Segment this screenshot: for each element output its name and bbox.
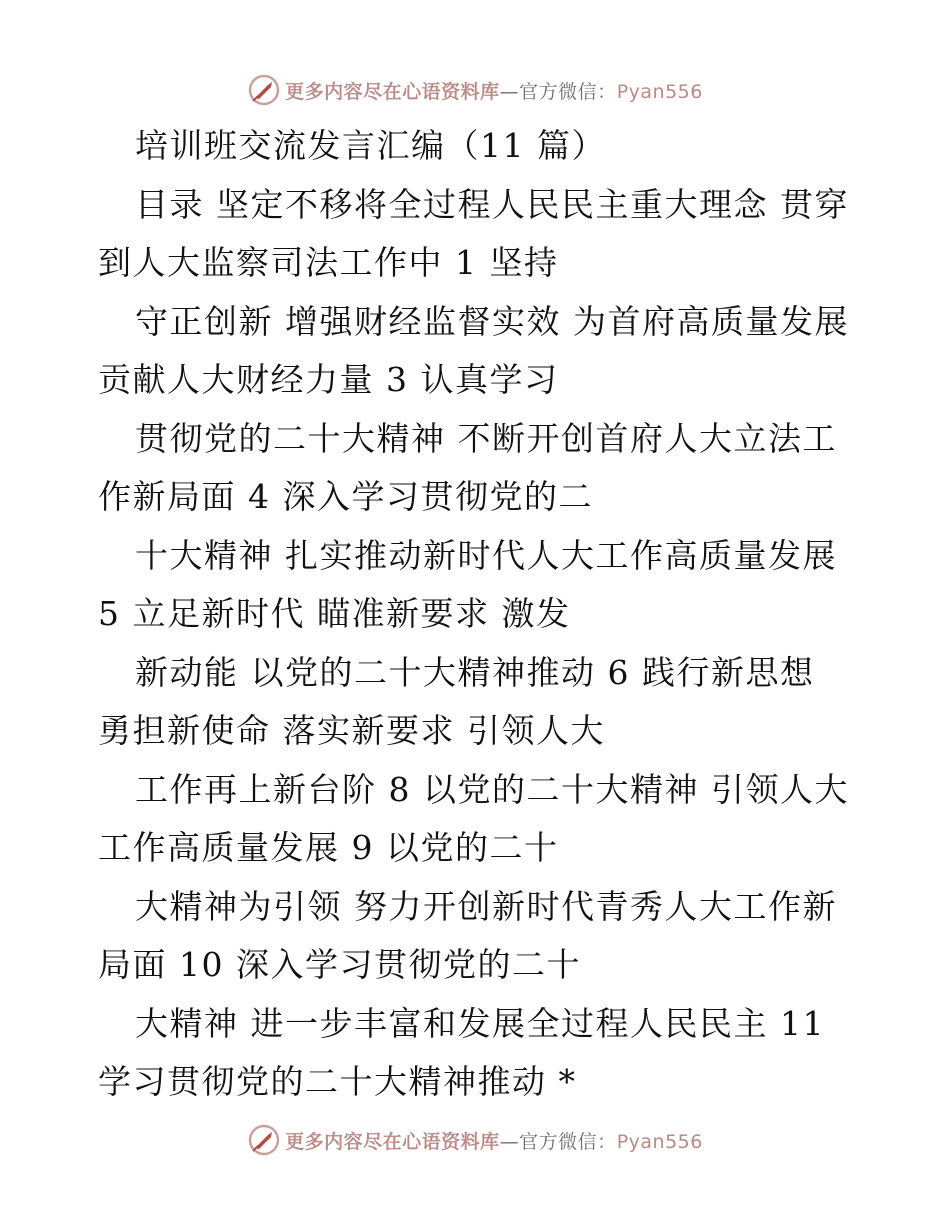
document-line: 勇担新使命 落实新要求 引领人大 — [98, 711, 605, 750]
document-line: 局面 10 深入学习贯彻党的二十 — [98, 945, 581, 984]
document-line: 到人大监察司法工作中 1 坚持 — [98, 243, 559, 282]
document-line: 贯彻党的二十大精神 不断开创首府人大立法工 — [135, 418, 837, 458]
document-line: 十大精神 扎实推动新时代人大工作高质量发展 — [135, 535, 837, 575]
document-body — [98, 117, 858, 1112]
document-line: 大精神为引领 努力开创新时代青秀人大工作新 — [135, 886, 837, 926]
watermark-separator: — — [499, 80, 520, 103]
document-line: 学习贯彻党的二十大精神推动 * — [98, 1062, 577, 1101]
watermark-secondary-text: 官方微信： — [519, 1130, 617, 1153]
document-line: 工作高质量发展 9 以党的二十 — [98, 828, 559, 867]
watermark-header — [0, 70, 950, 110]
pen-nib-circle-icon — [247, 1123, 281, 1157]
document-line: 大精神 进一步丰富和发展全过程人民民主 11 — [135, 1003, 825, 1043]
watermark-primary-text: 更多内容尽在心语资料库 — [285, 1130, 500, 1153]
watermark-wechat-id: Pyan556 — [616, 1130, 703, 1153]
document-line: 工作再上新台阶 8 以党的二十大精神 引领人大 — [135, 769, 849, 809]
watermark-secondary-text: 官方微信： — [519, 80, 617, 103]
pen-nib-circle-icon — [247, 73, 281, 107]
watermark-text — [285, 77, 703, 104]
document-title: 培训班交流发言汇编（11 篇） — [135, 126, 606, 165]
watermark-separator: — — [499, 1130, 520, 1153]
watermark-footer — [0, 1120, 950, 1160]
document-line: 5 立足新时代 瞄准新要求 激发 — [98, 594, 571, 633]
document-line: 守正创新 增强财经监督实效 为首府高质量发展 — [135, 301, 849, 341]
watermark-primary-text: 更多内容尽在心语资料库 — [285, 80, 500, 103]
watermark-wechat-id: Pyan556 — [616, 80, 703, 103]
document-line: 贡献人大财经力量 3 认真学习 — [98, 360, 559, 399]
document-line: 目录 坚定不移将全过程人民民主重大理念 贯穿 — [135, 184, 849, 224]
watermark-text — [285, 1127, 703, 1154]
document-line: 作新局面 4 深入学习贯彻党的二 — [98, 477, 593, 516]
document-line: 新动能 以党的二十大精神推动 6 践行新思想 — [135, 652, 815, 692]
